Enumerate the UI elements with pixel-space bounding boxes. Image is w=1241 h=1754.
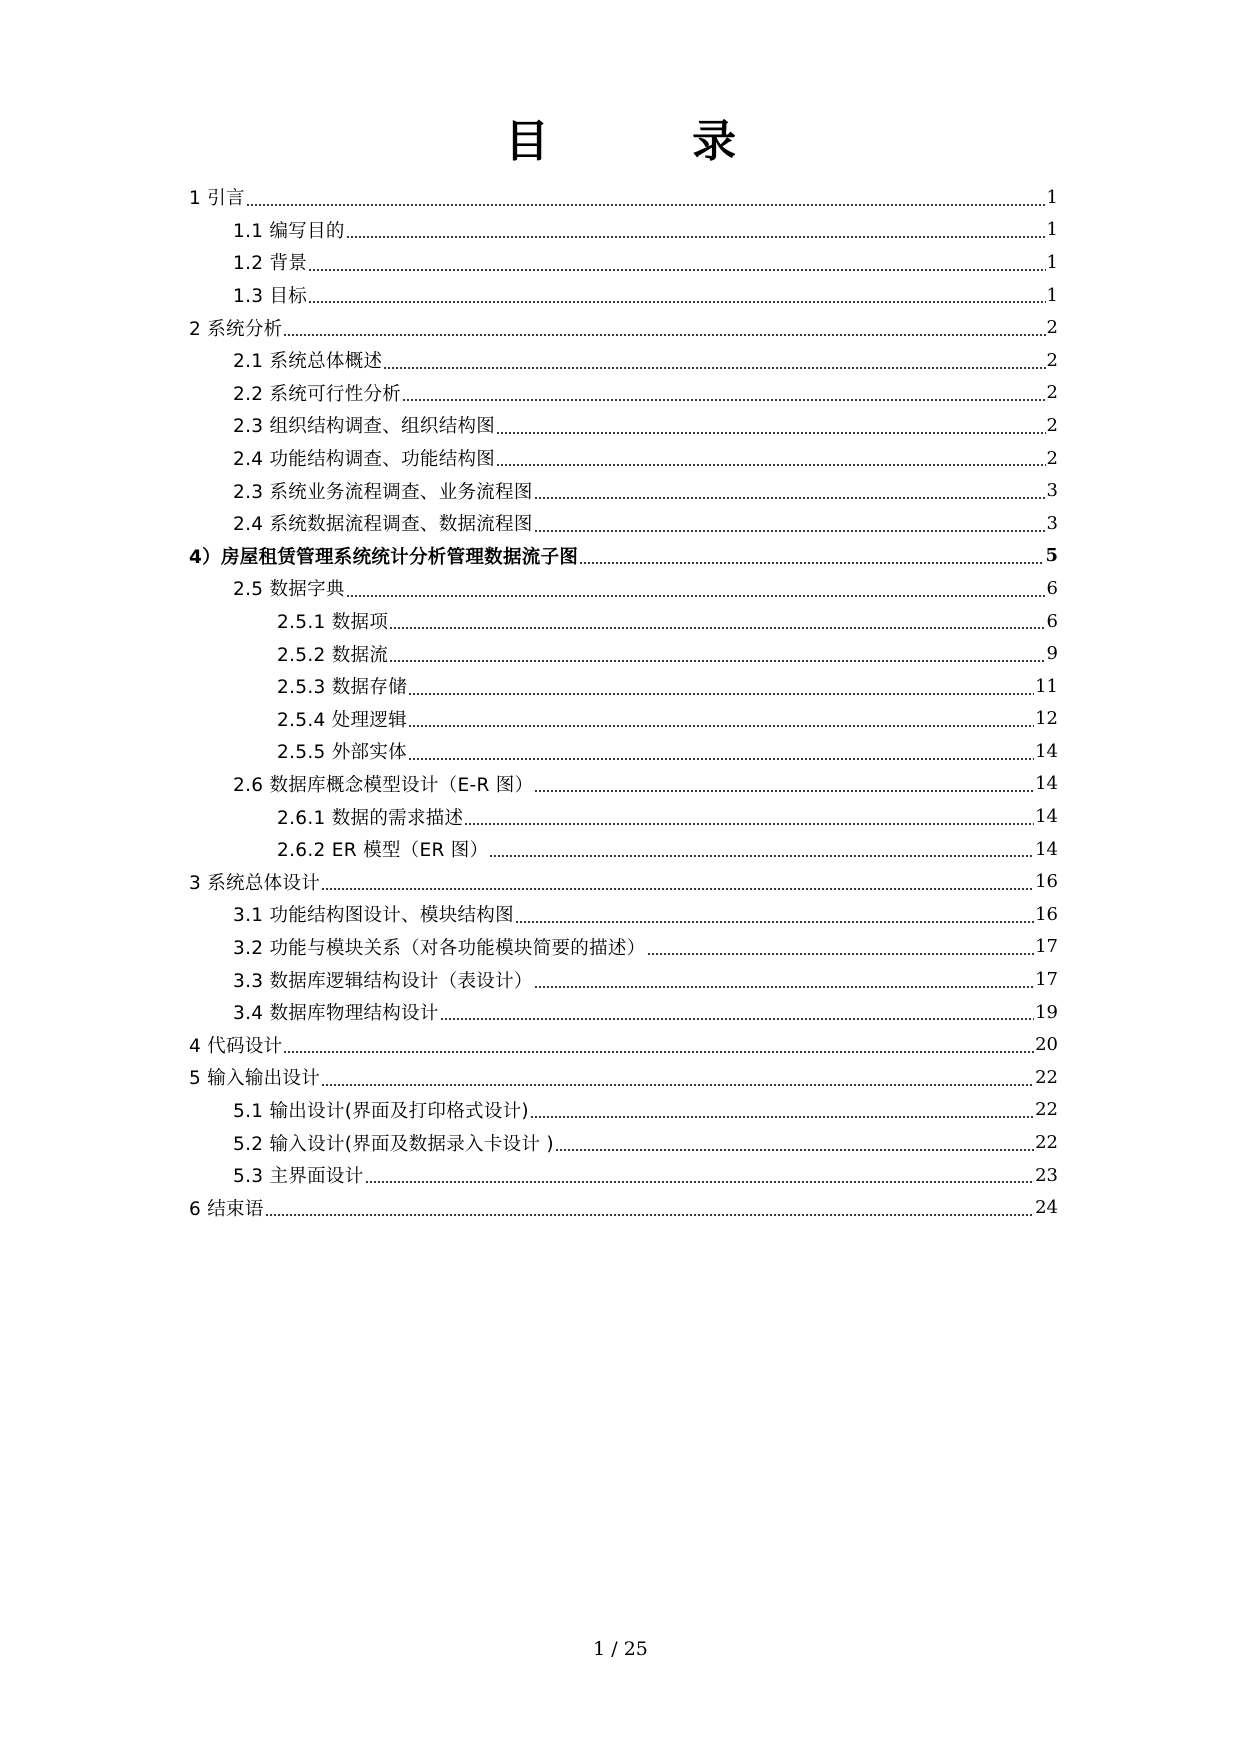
toc-entry-page-number: 6: [1046, 610, 1058, 632]
toc-dot-leader: [402, 388, 1045, 402]
toc-dot-leader: [647, 942, 1035, 956]
toc-dot-leader: [308, 290, 1045, 304]
toc-dot-leader: [534, 519, 1046, 533]
toc-dot-leader: [346, 584, 1046, 598]
toc-entry-title: 2.5 数据字典: [233, 579, 345, 601]
toc-entry[interactable]: [0, 963, 1241, 996]
toc-entry-title: 2.5.3 数据存储: [277, 677, 407, 699]
toc-dot-leader: [534, 486, 1046, 500]
toc-entry-page-number: 14: [1035, 838, 1058, 860]
toc-entry-title: 2.4 系统数据流程调查、数据流程图: [233, 514, 533, 536]
toc-entry[interactable]: [0, 865, 1241, 898]
toc-entry-page-number: 14: [1035, 773, 1058, 795]
toc-entry-page-number: 16: [1035, 903, 1058, 925]
toc-entry-title: 2.1 系统总体概述: [233, 351, 383, 373]
toc-dot-leader: [555, 1138, 1034, 1152]
toc-dot-leader: [283, 1040, 1034, 1054]
toc-entry[interactable]: [0, 637, 1241, 670]
toc-entry-page-number: 2: [1046, 447, 1058, 469]
toc-entry-title: 3.2 功能与模块关系（对各功能模块简要的描述）: [233, 937, 646, 959]
toc-entry-title: 2.6.1 数据的需求描述: [277, 807, 464, 829]
toc-entry[interactable]: [0, 377, 1241, 410]
toc-entry-title: 1.2 背景: [233, 253, 308, 275]
toc-entry-page-number: 1: [1046, 251, 1058, 273]
toc-dot-leader: [408, 714, 1034, 728]
toc-entry-page-number: 3: [1046, 480, 1058, 502]
toc-dot-leader: [408, 747, 1034, 761]
toc-entry-title: 5.2 输入设计(界面及数据录入卡设计 ): [233, 1133, 554, 1155]
toc-entry[interactable]: [0, 246, 1241, 279]
toc-entry[interactable]: [0, 442, 1241, 475]
toc-dot-leader: [515, 910, 1034, 924]
toc-entry-page-number: 14: [1035, 740, 1058, 762]
toc-dot-leader: [246, 193, 1046, 207]
toc-entry-page-number: 19: [1035, 1001, 1058, 1023]
toc-entry-page-number: 17: [1035, 936, 1058, 958]
toc-entry-page-number: 1: [1046, 284, 1058, 306]
toc-entry-title: 2.2 系统可行性分析: [233, 383, 402, 405]
toc-entry-page-number: 22: [1035, 1066, 1058, 1088]
toc-entry[interactable]: [0, 1191, 1241, 1224]
toc-dot-leader: [496, 453, 1045, 467]
toc-dot-leader: [321, 877, 1034, 891]
toc-entry[interactable]: [0, 540, 1241, 573]
toc-entry-title: 2 系统分析: [189, 318, 283, 340]
toc-entry[interactable]: [0, 1159, 1241, 1192]
toc-dot-leader: [389, 649, 1045, 663]
toc-dot-leader: [530, 1105, 1034, 1119]
toc-entry-title: 2.5.1 数据项: [277, 612, 389, 634]
toc-entry-title: 1 引言: [189, 188, 245, 210]
toc-entry[interactable]: [0, 1061, 1241, 1094]
toc-dot-leader: [308, 258, 1045, 272]
toc-entry-page-number: 22: [1035, 1132, 1058, 1154]
toc-entry[interactable]: [0, 311, 1241, 344]
toc-entry-page-number: 17: [1035, 969, 1058, 991]
toc-entry-title: 3.3 数据库逻辑结构设计（表设计）: [233, 970, 533, 992]
toc-entry-title: 3.1 功能结构图设计、模块结构图: [233, 905, 514, 927]
toc-dot-leader: [389, 616, 1045, 630]
toc-entry-title: 2.5.4 处理逻辑: [277, 709, 407, 731]
toc-entry[interactable]: [0, 279, 1241, 312]
toc-entry-title: 4）房屋租赁管理系统统计分析管理数据流子图: [189, 546, 579, 568]
toc-entry-title: 3.4 数据库物理结构设计: [233, 1003, 439, 1025]
toc-dot-leader: [534, 975, 1034, 989]
toc-entry[interactable]: [0, 833, 1241, 866]
toc-entry[interactable]: [0, 181, 1241, 214]
toc-entry-title: 2.5.5 外部实体: [277, 742, 407, 764]
toc-entry[interactable]: [0, 800, 1241, 833]
toc-entry-page-number: 1: [1046, 219, 1058, 241]
toc-dot-leader: [579, 551, 1044, 565]
toc-entry-page-number: 6: [1046, 577, 1058, 599]
toc-entry-title: 6 结束语: [189, 1198, 264, 1220]
toc-entry[interactable]: [0, 507, 1241, 540]
toc-dot-leader: [283, 323, 1045, 337]
toc-entry[interactable]: [0, 768, 1241, 801]
toc-entry[interactable]: [0, 735, 1241, 768]
toc-entry-page-number: 3: [1046, 512, 1058, 534]
page-title: 目 录: [504, 116, 801, 167]
toc-entry[interactable]: [0, 703, 1241, 736]
toc-dot-leader: [383, 356, 1045, 370]
toc-entry-page-number: 16: [1035, 871, 1058, 893]
toc-entry-page-number: 2: [1046, 317, 1058, 339]
toc-entry[interactable]: [0, 931, 1241, 964]
toc-dot-leader: [489, 844, 1034, 858]
toc-entry-page-number: 2: [1046, 414, 1058, 436]
toc-entry[interactable]: [0, 474, 1241, 507]
toc-entry[interactable]: [0, 214, 1241, 247]
toc-entry-page-number: 20: [1035, 1034, 1058, 1056]
toc-entry[interactable]: [0, 996, 1241, 1029]
toc-dot-leader: [440, 1007, 1034, 1021]
toc-dot-leader: [496, 421, 1045, 435]
toc-entry-title: 5 输入输出设计: [189, 1068, 321, 1090]
toc-entry-title: 5.3 主界面设计: [233, 1166, 364, 1188]
toc-entry-title: 1.3 目标: [233, 286, 308, 308]
toc-entry[interactable]: [0, 670, 1241, 703]
toc-entry-title: 2.4 功能结构调查、功能结构图: [233, 449, 496, 471]
toc-entry-title: 5.1 输出设计(界面及打印格式设计): [233, 1100, 529, 1122]
toc-entry-page-number: 22: [1035, 1099, 1058, 1121]
toc-entry-title: 2.3 组织结构调查、组织结构图: [233, 416, 496, 438]
toc-entry-page-number: 23: [1035, 1164, 1058, 1186]
toc-dot-leader: [346, 225, 1046, 239]
toc-entry[interactable]: [0, 1126, 1241, 1159]
page-number-footer: 1 / 25: [593, 1638, 648, 1660]
toc-entry-title: 3 系统总体设计: [189, 872, 321, 894]
toc-dot-leader: [321, 1073, 1034, 1087]
toc-entry[interactable]: [0, 605, 1241, 638]
toc-entry-title: 2.5.2 数据流: [277, 644, 389, 666]
toc-entry-title: 1.1 编写目的: [233, 220, 345, 242]
toc-entry-page-number: 2: [1046, 349, 1058, 371]
toc-dot-leader: [365, 1170, 1035, 1184]
toc-entry[interactable]: [0, 409, 1241, 442]
toc-entry-page-number: 12: [1035, 708, 1058, 730]
toc-entry[interactable]: [0, 898, 1241, 931]
toc-entry-page-number: 5: [1045, 545, 1058, 567]
toc-entry-page-number: 9: [1046, 643, 1058, 665]
toc-entry-page-number: 1: [1046, 186, 1058, 208]
toc-entry-page-number: 2: [1046, 382, 1058, 404]
toc-entry[interactable]: [0, 1028, 1241, 1061]
toc-entry-title: 2.6 数据库概念模型设计（E-R 图）: [233, 774, 534, 796]
toc-entry-page-number: 24: [1035, 1197, 1058, 1219]
toc-entry[interactable]: [0, 344, 1241, 377]
table-of-contents: [0, 181, 1241, 1224]
toc-entry-page-number: 14: [1035, 806, 1058, 828]
toc-entry[interactable]: [0, 572, 1241, 605]
toc-entry-title: 4 代码设计: [189, 1035, 283, 1057]
toc-entry-title: 2.6.2 ER 模型（ER 图）: [277, 840, 489, 862]
toc-entry-title: 2.3 系统业务流程调查、业务流程图: [233, 481, 533, 503]
toc-dot-leader: [408, 682, 1034, 696]
toc-dot-leader: [464, 812, 1034, 826]
toc-entry-page-number: 11: [1035, 675, 1058, 697]
toc-dot-leader: [534, 779, 1034, 793]
toc-dot-leader: [265, 1203, 1034, 1217]
toc-entry[interactable]: [0, 1094, 1241, 1127]
